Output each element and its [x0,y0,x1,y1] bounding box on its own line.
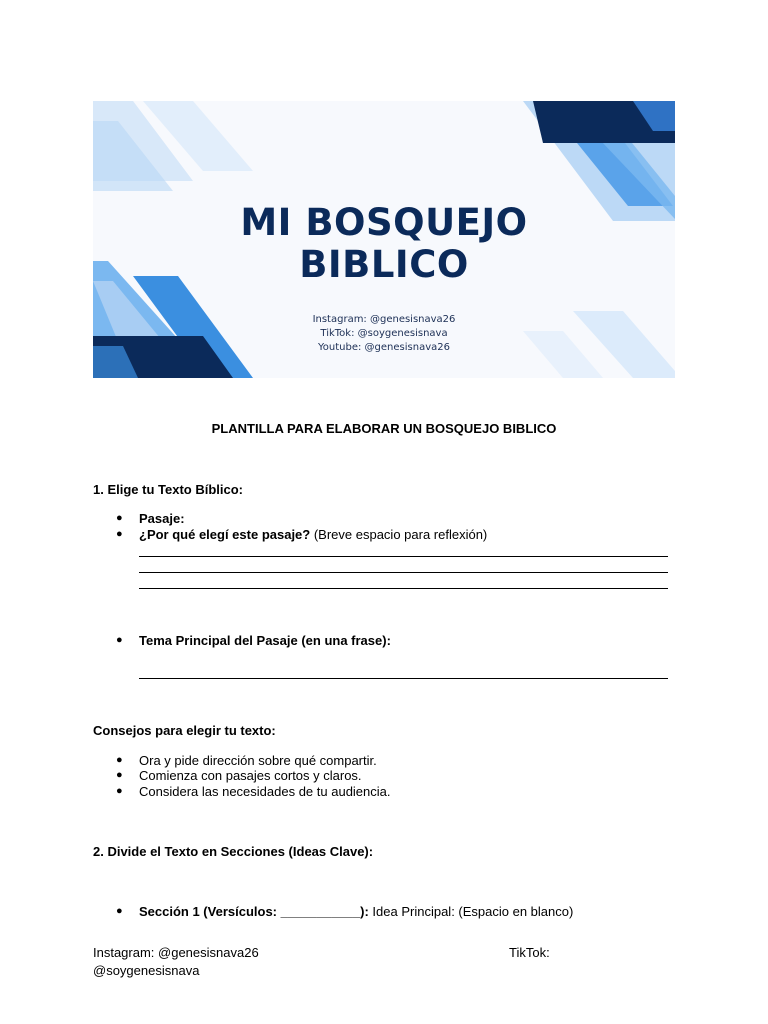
tip-item: Comienza con pasajes cortos y claros. [139,768,362,783]
header-banner [93,101,675,378]
tip-item: Considera las necesidades de tu audiencia. [139,784,391,799]
section-1-hint: Idea Principal: (Espacio en blanco) [368,904,574,919]
answer-line[interactable] [139,678,668,679]
bullet: ● [116,905,123,917]
footer-tiktok-handle: @soygenesisnava [93,963,200,978]
answer-line[interactable] [139,556,668,557]
why-passage-question: ¿Por qué elegí este pasaje? [139,527,311,542]
section1-heading: 1. Elige tu Texto Bíblico: [93,482,243,497]
section-1-label: Sección 1 (Versículos: ___________): [139,904,369,919]
tips-heading: Consejos para elegir tu texto: [93,723,276,738]
banner-title-line1: MI BOSQUEJO [240,201,528,244]
footer-instagram: Instagram: @genesisnava26 [93,945,259,960]
answer-line[interactable] [139,572,668,573]
banner-youtube: Youtube: @genesisnava26 [318,342,450,353]
bullet: ● [116,785,123,797]
banner-tiktok: TikTok: @soygenesisnava [320,328,448,339]
footer-tiktok-label: TikTok: [509,945,550,960]
document-title: PLANTILLA PARA ELABORAR UN BOSQUEJO BIBLICO [211,421,557,436]
bullet: ● [116,512,123,524]
banner-instagram: Instagram: @genesisnava26 [312,314,456,325]
answer-line[interactable] [139,588,668,589]
main-theme-label: Tema Principal del Pasaje (en una frase): [139,633,391,648]
banner-title-line2: BIBLICO [299,243,469,286]
bullet: ● [116,754,123,766]
section-1-item [139,904,573,919]
section2-heading: 2. Divide el Texto en Secciones (Ideas Clave): [93,844,374,859]
bullet: ● [116,634,123,646]
why-passage-item [139,527,487,542]
bullet: ● [116,528,123,540]
tip-item: Ora y pide dirección sobre qué compartir. [139,753,377,768]
why-passage-hint: (Breve espacio para reflexión) [310,527,488,542]
pasaje-label: Pasaje: [139,511,185,526]
bullet: ● [116,769,123,781]
